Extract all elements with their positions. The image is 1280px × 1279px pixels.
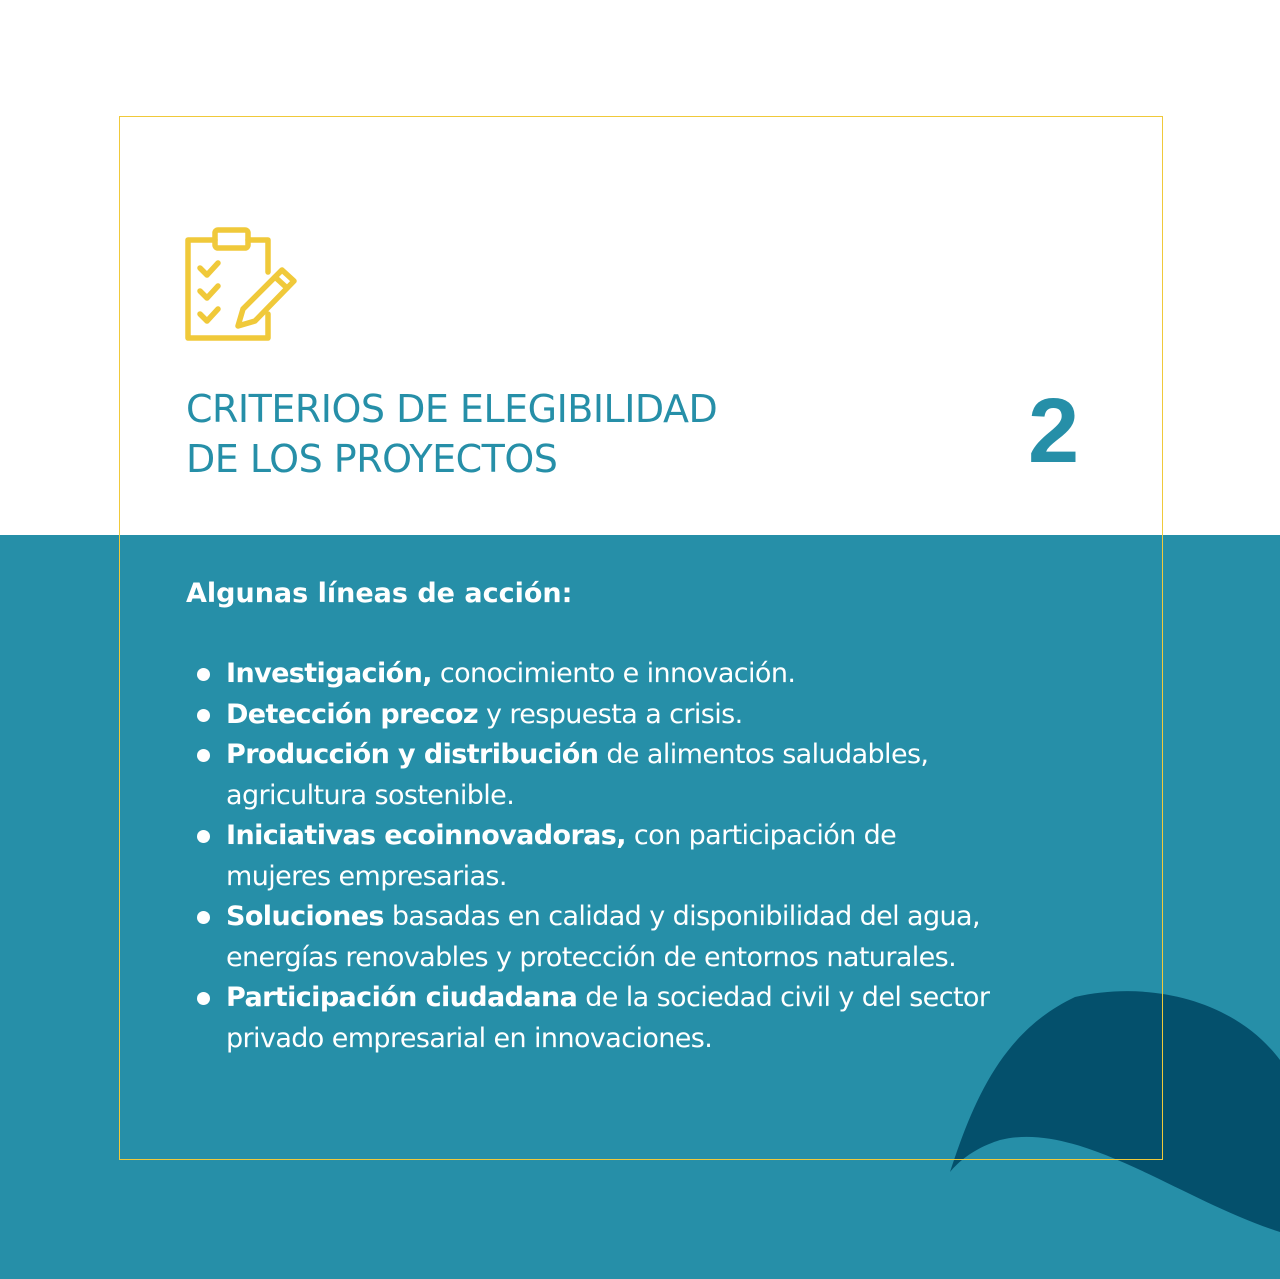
item-text: conocimiento e innovación. — [431, 658, 796, 689]
bullet-icon — [197, 668, 210, 681]
list-item — [226, 897, 996, 978]
list-item — [226, 978, 996, 1059]
item-text: basadas en calidad y disponibilidad del agua, energías renovables y protección de entornos naturales. — [226, 901, 980, 973]
item-bold-text: Iniciativas ecoinnovadoras, — [226, 820, 626, 851]
bullet-icon — [197, 749, 210, 762]
item-bold-text: Producción y distribución — [226, 739, 599, 770]
title-line-1: CRITERIOS DE ELEGIBILIDAD — [186, 387, 718, 431]
item-text: y respuesta a crisis. — [478, 698, 743, 730]
item-bold-text: Soluciones — [226, 901, 384, 932]
bullet-icon — [197, 709, 210, 722]
bullet-icon — [197, 911, 210, 924]
bullet-icon — [197, 992, 210, 1005]
item-bold-text: Detección precoz — [226, 698, 479, 730]
bullet-icon — [197, 830, 210, 843]
list-item — [226, 816, 996, 897]
item-text: con participación de mujeres empresarias. — [226, 820, 897, 892]
item-bold-text: Investigación, — [226, 658, 432, 689]
subtitle: Algunas líneas de acción: — [186, 578, 573, 609]
section-number: 2 — [1028, 380, 1080, 482]
list-item — [226, 654, 996, 695]
title-line-2: DE LOS PROYECTOS — [186, 437, 558, 481]
action-lines-list — [226, 654, 996, 1059]
clipboard-checklist-pencil-icon — [180, 222, 302, 344]
item-text: de alimentos saludables, agricultura sostenible. — [226, 739, 929, 811]
list-item — [226, 695, 996, 736]
list-item — [226, 735, 996, 816]
item-bold-text: Participación ciudadana — [226, 982, 578, 1013]
page-title — [186, 384, 717, 484]
item-text: de la sociedad civil y del sector privado empresarial en innovaciones. — [226, 982, 990, 1054]
